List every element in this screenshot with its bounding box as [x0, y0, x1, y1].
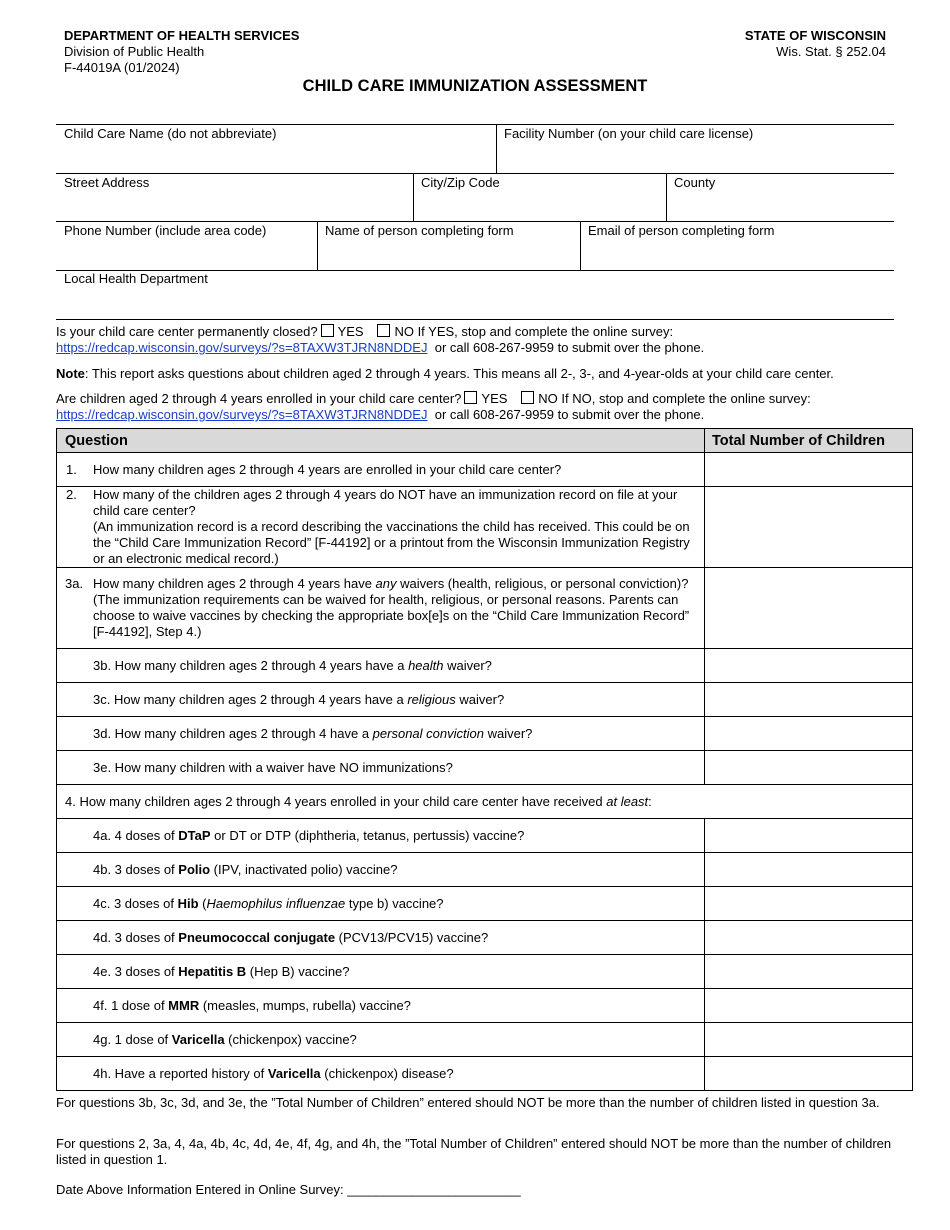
- question-text: (Hep B) vaccine?: [246, 964, 350, 979]
- question-text: 3b. How many children ages 2 through 4 years have a: [93, 658, 409, 673]
- question-text: 4f. 1 dose of: [93, 998, 169, 1013]
- question-text: or DT or DTP (diphtheria, tetanus, pertussis) vaccine?: [210, 828, 525, 843]
- closed-question-text: Is your child care center permanently closed?: [56, 324, 318, 339]
- date-entered-line: [56, 1182, 906, 1198]
- question-emphasis: any: [375, 576, 397, 591]
- question-text: :: [648, 794, 652, 809]
- vaccine-name: Varicella: [267, 1066, 321, 1081]
- question-emphasis: health: [408, 658, 444, 673]
- q4e-answer-cell[interactable]: [705, 955, 913, 989]
- question-text: waiver?: [483, 726, 533, 741]
- question-text: How many of the children ages 2 through 4 years do NOT have an immunization record on file at your child care center?: [93, 487, 678, 518]
- agency-block: [64, 28, 299, 76]
- phone-label: Phone Number (include area code): [64, 223, 267, 238]
- question-number: 3a.: [65, 576, 84, 591]
- table-row: [57, 853, 913, 887]
- table-row: [57, 717, 913, 751]
- child-care-name-label: Child Care Name (do not abbreviate): [64, 126, 277, 141]
- question-note: (The immunization requirements can be waived for health, religious, or personal reasons. Parents can choose to waive vaccines by checking the appropriate box[e]s on the “Child Care Immunization Record” [F-44192], Step 4.): [93, 592, 690, 639]
- closed-survey-link[interactable]: https://redcap.wisconsin.gov/surveys/?s=8TAXW3TJRN8NDDEJ: [56, 340, 428, 355]
- table-row: [57, 568, 913, 649]
- enrolled-question-text: Are children aged 2 through 4 years enrolled in your child care center?: [56, 391, 462, 406]
- statute: Wis. Stat. § 252.04: [776, 44, 886, 59]
- county-field[interactable]: [666, 174, 894, 221]
- question-text: (PCV13/PCV15) vaccine?: [335, 930, 489, 945]
- note: [56, 366, 906, 382]
- enrolled-yes-checkbox[interactable]: [464, 391, 477, 404]
- table-header-row: [57, 429, 913, 453]
- table-row: [57, 989, 913, 1023]
- question-emphasis: Haemophilus influenzae: [206, 896, 346, 911]
- question-column-header: Question: [57, 429, 705, 453]
- question-text: 3e. How many children with a waiver have NO immunizations?: [93, 760, 453, 775]
- question-text: type b) vaccine?: [345, 896, 444, 911]
- question-text: (chickenpox) vaccine?: [224, 1032, 357, 1047]
- date-entered-label: Date Above Information Entered in Online Survey:: [56, 1182, 344, 1197]
- enrolled-instruction: If NO, stop and complete the online survey:: [561, 391, 811, 406]
- table-row: [57, 683, 913, 717]
- note-text: : This report asks questions about children aged 2 through 4 years. This means all 2-, 3-, and 4-year-olds at your child care center.: [84, 366, 834, 381]
- question-text: (: [198, 896, 207, 911]
- vaccine-name: Pneumococcal conjugate: [178, 930, 336, 945]
- table-row: [57, 819, 913, 853]
- question-text: 4b. 3 doses of: [93, 862, 179, 877]
- grid-line: [56, 319, 894, 320]
- table-row: [57, 453, 913, 487]
- facility-number-label: Facility Number (on your child care license): [504, 126, 754, 141]
- q1-answer-cell[interactable]: [705, 453, 913, 487]
- closed-no-checkbox[interactable]: [377, 324, 390, 337]
- division-name: Division of Public Health: [64, 44, 205, 59]
- facility-number-field[interactable]: [496, 125, 894, 173]
- q4d-answer-cell[interactable]: [705, 921, 913, 955]
- date-entered-field[interactable]: ________________________: [347, 1182, 521, 1197]
- form-id: F-44019A (01/2024): [64, 60, 180, 75]
- table-row: [57, 785, 913, 819]
- street-address-label: Street Address: [64, 175, 150, 190]
- footer-note-1: For questions 3b, 3c, 3d, and 3e, the ”Total Number of Children” entered should NOT be more than the number of children listed in question 3a.: [56, 1095, 880, 1110]
- closed-question: [56, 324, 906, 356]
- form-title: CHILD CARE IMMUNIZATION ASSESSMENT: [302, 77, 648, 95]
- q4g-answer-cell[interactable]: [705, 1023, 913, 1057]
- person-name-label: Name of person completing form: [325, 223, 514, 238]
- person-name-field[interactable]: [317, 222, 580, 270]
- question-text: 4d. 3 doses of: [93, 930, 179, 945]
- county-label: County: [674, 175, 716, 190]
- table-row: [57, 921, 913, 955]
- q2-answer-cell[interactable]: [705, 487, 913, 568]
- q4c-answer-cell[interactable]: [705, 887, 913, 921]
- table-row: [57, 955, 913, 989]
- q3a-answer-cell[interactable]: [705, 568, 913, 649]
- vaccine-name: Polio: [178, 862, 211, 877]
- vaccine-name: Hib: [177, 896, 199, 911]
- enrolled-question: [56, 391, 906, 423]
- question-text: 4a. 4 doses of: [93, 828, 179, 843]
- question-text: waiver?: [443, 658, 492, 673]
- closed-yes-checkbox[interactable]: [321, 324, 334, 337]
- note-label: Note: [56, 366, 85, 381]
- table-row: [57, 751, 913, 785]
- question-emphasis: religious: [407, 692, 456, 707]
- department-name: DEPARTMENT OF HEALTH SERVICES: [64, 28, 300, 43]
- enrolled-yes-label: YES: [481, 391, 508, 406]
- closed-yes-label: YES: [337, 324, 364, 339]
- enrolled-phone-text: or call 608-267-9959 to submit over the phone.: [434, 407, 705, 422]
- q3c-answer-cell[interactable]: [705, 683, 913, 717]
- child-care-name-field[interactable]: [56, 125, 496, 173]
- q3d-answer-cell[interactable]: [705, 717, 913, 751]
- question-number: 2.: [66, 487, 77, 502]
- question-text: waiver?: [455, 692, 505, 707]
- state-name: STATE OF WISCONSIN: [744, 28, 886, 43]
- q4f-answer-cell[interactable]: [705, 989, 913, 1023]
- q3b-answer-cell[interactable]: [705, 649, 913, 683]
- person-email-field[interactable]: [580, 222, 894, 270]
- question-text: How many children ages 2 through 4 years are enrolled in your child care center?: [93, 461, 562, 477]
- enrolled-survey-link[interactable]: https://redcap.wisconsin.gov/surveys/?s=8TAXW3TJRN8NDDEJ: [56, 407, 428, 422]
- table-row: [57, 1023, 913, 1057]
- phone-field[interactable]: [56, 222, 317, 270]
- city-zip-field[interactable]: [413, 174, 666, 221]
- question-text: 4g. 1 dose of: [93, 1032, 172, 1047]
- city-zip-label: City/Zip Code: [421, 175, 500, 190]
- question-text: 3c. How many children ages 2 through 4 years have a: [93, 692, 408, 707]
- closed-phone-text: or call 608-267-9959 to submit over the phone.: [434, 340, 705, 355]
- question-text: 4. How many children ages 2 through 4 years enrolled in your child care center have received: [65, 794, 607, 809]
- vaccine-name: Varicella: [171, 1032, 225, 1047]
- q3e-answer-cell[interactable]: [705, 751, 913, 785]
- table-row: [57, 649, 913, 683]
- vaccine-name: MMR: [168, 998, 200, 1013]
- closed-instruction: If YES, stop and complete the online survey:: [417, 324, 674, 339]
- question-emphasis: at least: [606, 794, 649, 809]
- table-row: [57, 487, 913, 568]
- question-text: 4c. 3 doses of: [93, 896, 178, 911]
- enrolled-no-checkbox[interactable]: [521, 391, 534, 404]
- question-number: 1.: [66, 461, 77, 477]
- vaccine-name: DTaP: [178, 828, 211, 843]
- question-text: 3d. How many children ages 2 through 4 have a: [93, 726, 373, 741]
- street-address-field[interactable]: [56, 174, 413, 221]
- closed-no-label: NO: [394, 324, 414, 339]
- q4h-answer-cell[interactable]: [705, 1057, 913, 1091]
- question-emphasis: personal conviction: [372, 726, 484, 741]
- question-text: 4h. Have a reported history of: [93, 1066, 268, 1081]
- local-health-field[interactable]: [56, 270, 894, 319]
- table-row: [57, 887, 913, 921]
- question-note: (An immunization record is a record describing the vaccinations the child has received. This could be on the “Child Care Immunization Record” [F-44192] or a printout from the Wisconsin Immunization Registry or an electronic medical record.): [93, 519, 690, 566]
- q4b-answer-cell[interactable]: [705, 853, 913, 887]
- question-text: (IPV, inactivated polio) vaccine?: [210, 862, 398, 877]
- question-table: [56, 428, 913, 1091]
- enrolled-no-label: NO: [538, 391, 558, 406]
- vaccine-name: Hepatitis B: [178, 964, 247, 979]
- q4a-answer-cell[interactable]: [705, 819, 913, 853]
- state-block: [745, 28, 886, 60]
- question-text: waivers (health, religious, or personal conviction)?: [396, 576, 689, 591]
- question-text: How many children ages 2 through 4 years have: [93, 576, 376, 591]
- question-text: (chickenpox) disease?: [320, 1066, 454, 1081]
- question-text: 4e. 3 doses of: [93, 964, 179, 979]
- footer-note-2: For questions 2, 3a, 4, 4a, 4b, 4c, 4d, 4e, 4f, 4g, and 4h, the ”Total Number of Children” entered should NOT be more than the number of children listed in question 1.: [56, 1136, 892, 1167]
- total-column-header: Total Number of Children: [705, 429, 913, 453]
- local-health-label: Local Health Department: [64, 271, 208, 286]
- question-text: (measles, mumps, rubella) vaccine?: [199, 998, 411, 1013]
- table-row: [57, 1057, 913, 1091]
- person-email-label: Email of person completing form: [588, 223, 775, 238]
